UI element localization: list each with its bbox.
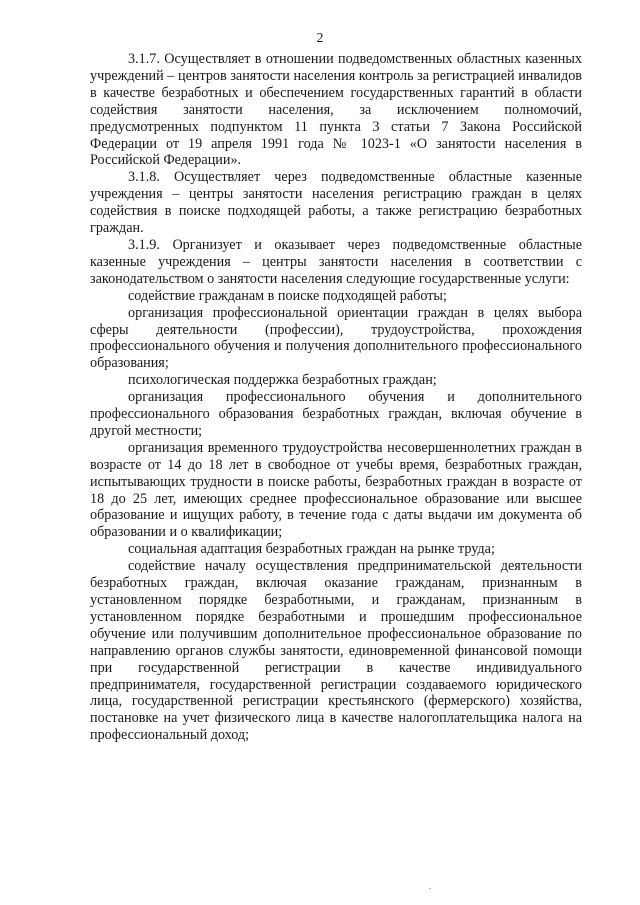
list-item-career-guidance: организация профессиональной ориентации граждан в целях выбора сферы деятельности (профессии), трудоустройства, прохождения профессионального обучения и получения дополнительного профессионального образования; xyxy=(90,304,582,372)
scan-artifact-dot xyxy=(429,888,431,889)
paragraph-3-1-7: 3.1.7. Осуществляет в отношении подведомственных областных казенных учреждений – центров занятости населения контроль за регистрацией инвалидов в качестве безработных и обеспечением государственных гарантий в области содействия занятости населения, за исключением полномочий, предусмотренных подпунктом 11 пункта 3 статьи 7 Закона Российской Федерации от 19 апреля 1991 года № 1023-1 «О занятости населения в Российской Федерации». xyxy=(90,51,582,169)
list-item-vocational-training: организация профессионального обучения и дополнительного профессионального образования безработных граждан, включая обучение в другой местности; xyxy=(90,389,582,439)
list-item-entrepreneurship-support: содействие началу осуществления предпринимательской деятельности безработных граждан, включая оказание гражданам, признанным в установленном порядке безработными, и гражданам, признанным в установленном порядке безработными и прошедшим профессиональное обучение или получившим дополнительное профессиональное образование по направлению органов службы занятости, единовременной финансовой помощи при государственной регистрации в качестве индивидуального предпринимателя, государственной регистрации создаваемого юридического лица, государственной регистрации крестьянского (фермерского) хозяйства, постановке на учет физического лица в качестве налогоплательщика налога на профессиональный доход; xyxy=(90,558,582,744)
page-number: 2 xyxy=(316,31,324,46)
paragraph-3-1-8: 3.1.8. Осуществляет через подведомственные областные казенные учреждения – центры занятости населения регистрацию граждан в целях содействия в поиске подходящей работы, а также регистрацию безработных граждан. xyxy=(90,169,582,237)
list-item-psychological-support: психологическая поддержка безработных граждан; xyxy=(128,372,437,389)
paragraph-3-1-9: 3.1.9. Организует и оказывает через подведомственные областные казенные учреждения – центры занятости населения в соответствии с законодательством о занятости населения следующие государственные услуги: xyxy=(90,236,582,287)
list-item-job-search-assistance: содействие гражданам в поиске подходящей работы; xyxy=(128,287,447,304)
document-body xyxy=(90,51,582,744)
list-item-social-adaptation: социальная адаптация безработных граждан на рынке труда; xyxy=(128,541,495,558)
list-item-temporary-employment: организация временного трудоустройства несовершеннолетних граждан в возрасте от 14 до 18 лет в свободное от учебы время, безработных граждан, испытывающих трудности в поиске работы, безработных граждан в возрасте от 18 до 25 лет, имеющих среднее профессиональное образование или высшее образование и ищущих работу, в течение года с даты выдачи им документа об образовании и о квалификации; xyxy=(90,439,582,541)
